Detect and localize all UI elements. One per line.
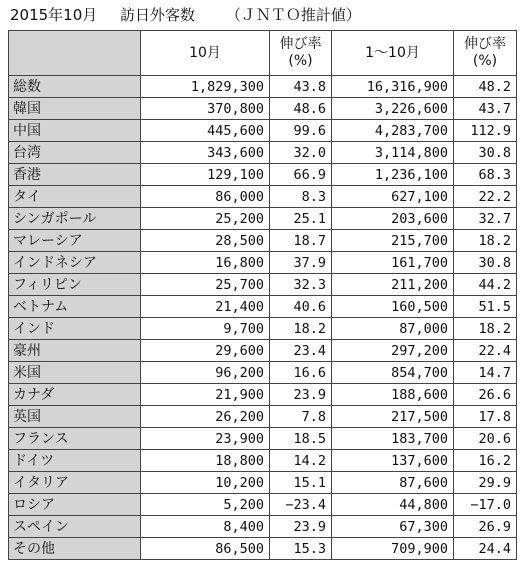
ytd-rate-cell: 112.9 bbox=[454, 120, 517, 142]
ytd-count-cell: 203,600 bbox=[332, 208, 454, 230]
ytd-count-cell: 183,700 bbox=[332, 428, 454, 450]
month-count-cell: 96,200 bbox=[141, 362, 270, 384]
month-count-cell: 1,829,300 bbox=[141, 76, 270, 98]
ytd-rate-cell: 20.6 bbox=[454, 428, 517, 450]
country-name-cell: フィリピン bbox=[9, 274, 141, 296]
ytd-rate-cell: 44.2 bbox=[454, 274, 517, 296]
month-rate-cell: 23.9 bbox=[270, 384, 332, 406]
header-blank-cell bbox=[9, 31, 141, 76]
country-name-cell: カナダ bbox=[9, 384, 141, 406]
table-row bbox=[9, 98, 517, 120]
country-name-cell: 香港 bbox=[9, 164, 141, 186]
country-name-cell: スペイン bbox=[9, 516, 141, 538]
month-count-cell: 23,900 bbox=[141, 428, 270, 450]
country-name-cell: フランス bbox=[9, 428, 141, 450]
month-count-cell: 445,600 bbox=[141, 120, 270, 142]
ytd-count-cell: 161,700 bbox=[332, 252, 454, 274]
month-count-cell: 129,100 bbox=[141, 164, 270, 186]
country-name-cell: イタリア bbox=[9, 472, 141, 494]
country-name-cell: 英国 bbox=[9, 406, 141, 428]
ytd-rate-cell: 32.7 bbox=[454, 208, 517, 230]
ytd-count-cell: 217,500 bbox=[332, 406, 454, 428]
table-header-row bbox=[9, 31, 517, 76]
ytd-count-cell: 297,200 bbox=[332, 340, 454, 362]
country-name-cell: タイ bbox=[9, 186, 141, 208]
month-count-cell: 29,600 bbox=[141, 340, 270, 362]
table-row bbox=[9, 274, 517, 296]
table-row bbox=[9, 516, 517, 538]
country-name-cell: 総数 bbox=[9, 76, 141, 98]
ytd-rate-cell: 29.9 bbox=[454, 472, 517, 494]
header-month: 10月 bbox=[141, 31, 270, 76]
month-count-cell: 16,800 bbox=[141, 252, 270, 274]
header-ytd-rate-line1: 伸び率 bbox=[464, 36, 506, 52]
table-row bbox=[9, 362, 517, 384]
month-rate-cell: 48.6 bbox=[270, 98, 332, 120]
table-row bbox=[9, 318, 517, 340]
ytd-rate-cell: 24.4 bbox=[454, 538, 517, 560]
ytd-count-cell: 87,600 bbox=[332, 472, 454, 494]
month-rate-cell: 18.7 bbox=[270, 230, 332, 252]
table-row bbox=[9, 208, 517, 230]
ytd-rate-cell: 43.7 bbox=[454, 98, 517, 120]
month-count-cell: 25,700 bbox=[141, 274, 270, 296]
header-ytd-rate bbox=[454, 31, 517, 76]
month-rate-cell: 18.5 bbox=[270, 428, 332, 450]
ytd-count-cell: 709,900 bbox=[332, 538, 454, 560]
ytd-rate-cell: 68.3 bbox=[454, 164, 517, 186]
header-month-rate-line2: (%) bbox=[288, 53, 313, 69]
country-name-cell: ドイツ bbox=[9, 450, 141, 472]
ytd-rate-cell: 22.4 bbox=[454, 340, 517, 362]
country-name-cell: インドネシア bbox=[9, 252, 141, 274]
header-month-rate bbox=[270, 31, 332, 76]
country-name-cell: 台湾 bbox=[9, 142, 141, 164]
ytd-count-cell: 211,200 bbox=[332, 274, 454, 296]
table-row bbox=[9, 230, 517, 252]
country-name-cell: ベトナム bbox=[9, 296, 141, 318]
table-row bbox=[9, 120, 517, 142]
header-ytd: 1～10月 bbox=[332, 31, 454, 76]
ytd-count-cell: 188,600 bbox=[332, 384, 454, 406]
month-rate-cell: 14.2 bbox=[270, 450, 332, 472]
month-count-cell: 18,800 bbox=[141, 450, 270, 472]
ytd-count-cell: 67,300 bbox=[332, 516, 454, 538]
month-count-cell: 8,400 bbox=[141, 516, 270, 538]
ytd-rate-cell: 30.8 bbox=[454, 252, 517, 274]
month-rate-cell: 40.6 bbox=[270, 296, 332, 318]
country-name-cell: シンガポール bbox=[9, 208, 141, 230]
ytd-rate-cell: −17.0 bbox=[454, 494, 517, 516]
month-count-cell: 343,600 bbox=[141, 142, 270, 164]
ytd-rate-cell: 18.2 bbox=[454, 230, 517, 252]
country-name-cell: 中国 bbox=[9, 120, 141, 142]
table-body bbox=[9, 76, 517, 560]
month-count-cell: 86,000 bbox=[141, 186, 270, 208]
month-count-cell: 21,900 bbox=[141, 384, 270, 406]
header-month-rate-line1: 伸び率 bbox=[279, 36, 322, 52]
month-count-cell: 28,500 bbox=[141, 230, 270, 252]
month-rate-cell: 15.3 bbox=[270, 538, 332, 560]
ytd-rate-cell: 16.2 bbox=[454, 450, 517, 472]
country-name-cell: ロシア bbox=[9, 494, 141, 516]
ytd-count-cell: 160,500 bbox=[332, 296, 454, 318]
month-rate-cell: 99.6 bbox=[270, 120, 332, 142]
ytd-rate-cell: 51.5 bbox=[454, 296, 517, 318]
header-ytd-rate-line2: (%) bbox=[472, 53, 498, 69]
ytd-count-cell: 627,100 bbox=[332, 186, 454, 208]
table-row bbox=[9, 450, 517, 472]
ytd-count-cell: 3,114,800 bbox=[332, 142, 454, 164]
month-count-cell: 5,200 bbox=[141, 494, 270, 516]
country-name-cell: 米国 bbox=[9, 362, 141, 384]
month-count-cell: 10,200 bbox=[141, 472, 270, 494]
month-rate-cell: 18.2 bbox=[270, 318, 332, 340]
month-count-cell: 21,400 bbox=[141, 296, 270, 318]
month-rate-cell: −23.4 bbox=[270, 494, 332, 516]
ytd-rate-cell: 18.2 bbox=[454, 318, 517, 340]
table-row bbox=[9, 406, 517, 428]
ytd-rate-cell: 17.8 bbox=[454, 406, 517, 428]
ytd-count-cell: 44,800 bbox=[332, 494, 454, 516]
month-rate-cell: 32.3 bbox=[270, 274, 332, 296]
table-row bbox=[9, 252, 517, 274]
month-count-cell: 9,700 bbox=[141, 318, 270, 340]
country-name-cell: 豪州 bbox=[9, 340, 141, 362]
month-rate-cell: 25.1 bbox=[270, 208, 332, 230]
ytd-count-cell: 137,600 bbox=[332, 450, 454, 472]
ytd-rate-cell: 26.9 bbox=[454, 516, 517, 538]
page-title bbox=[10, 2, 361, 28]
country-name-cell: 韓国 bbox=[9, 98, 141, 120]
table-row bbox=[9, 76, 517, 98]
title-date: 2015年10月 bbox=[10, 6, 98, 24]
country-name-cell: マレーシア bbox=[9, 230, 141, 252]
ytd-rate-cell: 48.2 bbox=[454, 76, 517, 98]
title-main: 訪日外客数 bbox=[120, 6, 196, 24]
country-name-cell: インド bbox=[9, 318, 141, 340]
month-rate-cell: 15.1 bbox=[270, 472, 332, 494]
table-row bbox=[9, 384, 517, 406]
ytd-count-cell: 3,226,600 bbox=[332, 98, 454, 120]
month-count-cell: 25,200 bbox=[141, 208, 270, 230]
title-source: （ＪＮＴＯ推計値） bbox=[225, 6, 361, 24]
ytd-count-cell: 16,316,900 bbox=[332, 76, 454, 98]
ytd-rate-cell: 30.8 bbox=[454, 142, 517, 164]
month-count-cell: 26,200 bbox=[141, 406, 270, 428]
table-row bbox=[9, 296, 517, 318]
ytd-rate-cell: 22.2 bbox=[454, 186, 517, 208]
month-rate-cell: 43.8 bbox=[270, 76, 332, 98]
month-rate-cell: 16.6 bbox=[270, 362, 332, 384]
month-count-cell: 370,800 bbox=[141, 98, 270, 120]
table-row bbox=[9, 538, 517, 560]
visitor-table bbox=[8, 30, 517, 560]
month-rate-cell: 7.8 bbox=[270, 406, 332, 428]
month-count-cell: 86,500 bbox=[141, 538, 270, 560]
ytd-count-cell: 854,700 bbox=[332, 362, 454, 384]
month-rate-cell: 37.9 bbox=[270, 252, 332, 274]
ytd-count-cell: 87,000 bbox=[332, 318, 454, 340]
ytd-count-cell: 4,283,700 bbox=[332, 120, 454, 142]
table-row bbox=[9, 494, 517, 516]
table-row bbox=[9, 142, 517, 164]
ytd-rate-cell: 14.7 bbox=[454, 362, 517, 384]
table-row bbox=[9, 428, 517, 450]
table-row bbox=[9, 186, 517, 208]
ytd-rate-cell: 26.6 bbox=[454, 384, 517, 406]
table-row bbox=[9, 472, 517, 494]
month-rate-cell: 23.4 bbox=[270, 340, 332, 362]
month-rate-cell: 66.9 bbox=[270, 164, 332, 186]
ytd-count-cell: 1,236,100 bbox=[332, 164, 454, 186]
ytd-count-cell: 215,700 bbox=[332, 230, 454, 252]
month-rate-cell: 32.0 bbox=[270, 142, 332, 164]
table-row bbox=[9, 340, 517, 362]
month-rate-cell: 8.3 bbox=[270, 186, 332, 208]
country-name-cell: その他 bbox=[9, 538, 141, 560]
month-rate-cell: 23.9 bbox=[270, 516, 332, 538]
table-row bbox=[9, 164, 517, 186]
